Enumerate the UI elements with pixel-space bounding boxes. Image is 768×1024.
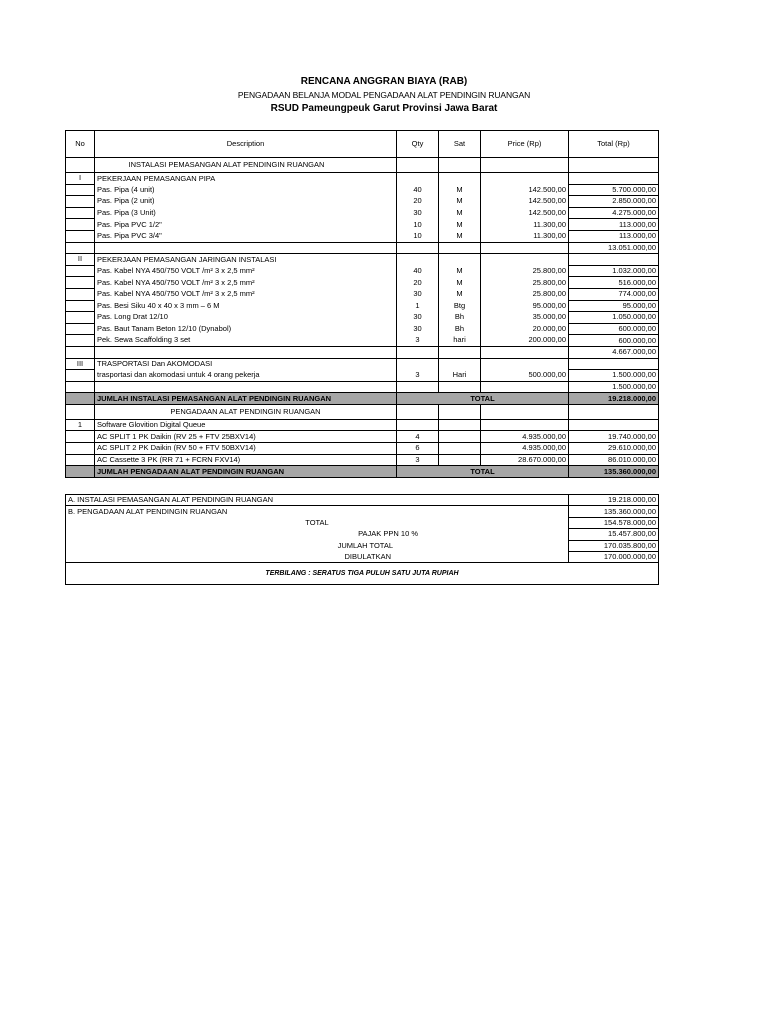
group-subtotal-row <box>66 381 659 393</box>
item-qty: 30 <box>397 207 439 219</box>
item-qty: 10 <box>397 230 439 242</box>
group-title: PEKERJAAN PEMASANGAN PIPA <box>95 173 397 185</box>
group-subtotal: 4.667.000,00 <box>569 346 659 358</box>
document-title: RENCANA ANGGRAN BIAYA (RAB) <box>300 76 468 87</box>
table-header-row <box>66 131 659 158</box>
group-header-row <box>66 358 659 370</box>
item-qty: 30 <box>397 312 439 324</box>
item-price: 4.935.000,00 <box>481 443 569 455</box>
summary-a-value: 19.218.000,00 <box>569 495 659 506</box>
pengadaan-number: 1 <box>66 419 95 431</box>
item-description: trasportasi dan akomodasi untuk 4 orang pekerja <box>95 370 397 382</box>
group-subtotal: 13.051.000,00 <box>569 242 659 254</box>
group-header-row <box>66 254 659 266</box>
jumlah-instalasi-total-label: TOTAL <box>397 393 569 405</box>
section-title-instalasi: INSTALASI PEMASANGAN ALAT PENDINGIN RUANGAN <box>95 158 397 173</box>
item-qty: 40 <box>397 184 439 196</box>
item-total: 113.000,00 <box>569 219 659 231</box>
summary-ppn-value: 15.457.800,00 <box>569 529 659 540</box>
item-total: 4.275.000,00 <box>569 207 659 219</box>
item-unit <box>439 431 481 443</box>
item-unit: Bh <box>439 312 481 324</box>
jumlah-pengadaan-total-label: TOTAL <box>397 466 569 478</box>
summary-table <box>65 494 659 585</box>
item-price: 25.800,00 <box>481 288 569 300</box>
header-no: No <box>66 131 95 158</box>
item-unit: Btg <box>439 300 481 312</box>
item-unit: M <box>439 184 481 196</box>
summary-b-label: B. PENGADAAN ALAT PENDINGIN RUANGAN <box>66 506 569 517</box>
item-unit <box>439 443 481 455</box>
item-unit: M <box>439 219 481 231</box>
table-row <box>66 335 659 347</box>
group-title: TRASPORTASI Dan AKOMODASI <box>95 358 397 370</box>
summary-total-value: 154.578.000,00 <box>569 517 659 528</box>
group-title: PEKERJAAN PEMASANGAN JARINGAN INSTALASI <box>95 254 397 266</box>
item-unit: M <box>439 265 481 277</box>
pengadaan-header-row <box>66 419 659 431</box>
table-row <box>66 207 659 219</box>
item-total: 113.000,00 <box>569 230 659 242</box>
item-total: 5.700.000,00 <box>569 184 659 196</box>
item-unit: M <box>439 196 481 208</box>
summary-jumlah-value: 170.035.800,00 <box>569 540 659 551</box>
jumlah-instalasi-label: JUMLAH INSTALASI PEMASANGAN ALAT PENDINGIN RUANGAN <box>95 393 397 405</box>
summary-row-a <box>66 495 659 506</box>
terbilang-text: TERBILANG : SERATUS TIGA PULUH SATU JUTA RUPIAH <box>66 563 659 585</box>
jumlah-pengadaan-row <box>66 466 659 478</box>
item-price: 25.800,00 <box>481 277 569 289</box>
item-qty: 4 <box>397 431 439 443</box>
jumlah-instalasi-value: 19.218.000,00 <box>569 393 659 405</box>
item-qty: 30 <box>397 288 439 300</box>
item-unit: M <box>439 207 481 219</box>
item-qty: 20 <box>397 196 439 208</box>
table-row <box>66 288 659 300</box>
item-qty: 3 <box>397 454 439 466</box>
summary-b-value: 135.360.000,00 <box>569 506 659 517</box>
table-row <box>66 277 659 289</box>
header-qty: Qty <box>397 131 439 158</box>
item-description: Pek. Sewa Scaffolding 3 set <box>95 335 397 347</box>
item-description: Pas. Pipa (3 Unit) <box>95 207 397 219</box>
header-sat: Sat <box>439 131 481 158</box>
header-total: Total (Rp) <box>569 131 659 158</box>
item-unit: M <box>439 277 481 289</box>
item-description: Pas. Pipa (2 unit) <box>95 196 397 208</box>
table-row <box>66 431 659 443</box>
item-qty: 40 <box>397 265 439 277</box>
item-total: 774.000,00 <box>569 288 659 300</box>
table-row <box>66 196 659 208</box>
summary-jumlah-label: JUMLAH TOTAL <box>66 540 569 551</box>
item-description: Pas. Baut Tanam Beton 12/10 (Dynabol) <box>95 323 397 335</box>
item-total: 1.050.000,00 <box>569 312 659 324</box>
hospital-name: RSUD Pameungpeuk Garut Provinsi Jawa Barat <box>270 103 498 114</box>
document-subtitle: PENGADAAN BELANJA MODAL PENGADAAN ALAT PENDINGIN RUANGAN <box>237 90 531 100</box>
item-qty: 30 <box>397 323 439 335</box>
section-row-instalasi <box>66 158 659 173</box>
table-row <box>66 184 659 196</box>
section-row-pengadaan <box>66 404 659 419</box>
table-row <box>66 454 659 466</box>
item-description: AC SPLIT 1 PK Daikin (RV 25 + FTV 25BXV14) <box>95 431 397 443</box>
summary-ppn-label: PAJAK PPN 10 % <box>66 529 569 540</box>
summary-dibulatkan-label: DIBULATKAN <box>66 551 569 562</box>
item-price: 500.000,00 <box>481 370 569 382</box>
item-description: Pas. Besi Siku 40 x 40 x 3 mm – 6 M <box>95 300 397 312</box>
item-description: Pas. Long Drat 12/10 <box>95 312 397 324</box>
header-description: Description <box>95 131 397 158</box>
item-qty: 1 <box>397 300 439 312</box>
item-total: 2.850.000,00 <box>569 196 659 208</box>
item-price: 142.500,00 <box>481 184 569 196</box>
item-qty: 3 <box>397 370 439 382</box>
section-title-pengadaan: PENGADAAN ALAT PENDINGIN RUANGAN <box>95 404 397 419</box>
item-price: 142.500,00 <box>481 207 569 219</box>
item-total: 600.000,00 <box>569 323 659 335</box>
item-total: 19.740.000,00 <box>569 431 659 443</box>
table-row <box>66 265 659 277</box>
header-price: Price (Rp) <box>481 131 569 158</box>
item-price: 95.000,00 <box>481 300 569 312</box>
group-subtotal: 1.500.000,00 <box>569 381 659 393</box>
item-unit: M <box>439 230 481 242</box>
item-price: 11.300,00 <box>481 230 569 242</box>
item-unit: Bh <box>439 323 481 335</box>
summary-total-label: TOTAL <box>66 517 569 528</box>
group-number: II <box>66 254 95 266</box>
group-header-row <box>66 173 659 185</box>
table-row <box>66 312 659 324</box>
item-description: AC Cassette 3 PK (RR 71 + FCRN FXV14) <box>95 454 397 466</box>
table-row <box>66 230 659 242</box>
group-subtotal-row <box>66 242 659 254</box>
document-header <box>0 74 768 116</box>
summary-row-jumlah <box>66 540 659 551</box>
item-unit: hari <box>439 335 481 347</box>
table-row <box>66 370 659 382</box>
table-row <box>66 219 659 231</box>
group-subtotal-row <box>66 346 659 358</box>
summary-a-label: A. INSTALASI PEMASANGAN ALAT PENDINGIN RUANGAN <box>66 495 569 506</box>
table-row <box>66 323 659 335</box>
item-description: AC SPLIT 2 PK Daikin (RV 50 + FTV 50BXV14) <box>95 443 397 455</box>
item-price: 25.800,00 <box>481 265 569 277</box>
pengadaan-title: Software Glovition Digital Queue <box>95 419 397 431</box>
item-price: 4.935.000,00 <box>481 431 569 443</box>
item-total: 1.500.000,00 <box>569 370 659 382</box>
item-total: 86.010.000,00 <box>569 454 659 466</box>
item-unit: M <box>439 288 481 300</box>
table-row <box>66 300 659 312</box>
item-unit <box>439 454 481 466</box>
item-description: Pas. Kabel NYA 450/750 VOLT /m² 3 x 2,5 mm² <box>95 277 397 289</box>
summary-row-total <box>66 517 659 528</box>
item-description: Pas. Pipa PVC 1/2" <box>95 219 397 231</box>
item-qty: 20 <box>397 277 439 289</box>
item-description: Pas. Kabel NYA 450/750 VOLT /m² 3 x 2,5 mm² <box>95 288 397 300</box>
item-price: 20.000,00 <box>481 323 569 335</box>
table-row <box>66 443 659 455</box>
item-description: Pas. Kabel NYA 450/750 VOLT /m² 3 x 2,5 mm² <box>95 265 397 277</box>
summary-row-ppn <box>66 529 659 540</box>
item-total: 29.610.000,00 <box>569 443 659 455</box>
item-total: 600.000,00 <box>569 335 659 347</box>
item-qty: 6 <box>397 443 439 455</box>
item-price: 200.000,00 <box>481 335 569 347</box>
item-total: 95.000,00 <box>569 300 659 312</box>
item-price: 35.000,00 <box>481 312 569 324</box>
item-price: 28.670.000,00 <box>481 454 569 466</box>
summary-row-dibulatkan <box>66 551 659 562</box>
item-total: 516.000,00 <box>569 277 659 289</box>
summary-row-terbilang <box>66 563 659 585</box>
group-number: I <box>66 173 95 185</box>
item-price: 11.300,00 <box>481 219 569 231</box>
group-number: III <box>66 358 95 370</box>
item-description: Pas. Pipa PVC 3/4" <box>95 230 397 242</box>
jumlah-instalasi-row <box>66 393 659 405</box>
summary-row-b <box>66 506 659 517</box>
item-description: Pas. Pipa (4 unit) <box>95 184 397 196</box>
rab-table <box>65 130 659 478</box>
item-qty: 3 <box>397 335 439 347</box>
item-qty: 10 <box>397 219 439 231</box>
item-total: 1.032.000,00 <box>569 265 659 277</box>
jumlah-pengadaan-value: 135.360.000,00 <box>569 466 659 478</box>
jumlah-pengadaan-label: JUMLAH PENGADAAN ALAT PENDINGIN RUANGAN <box>95 466 397 478</box>
summary-dibulatkan-value: 170.000.000,00 <box>569 551 659 562</box>
item-price: 142.500,00 <box>481 196 569 208</box>
item-unit: Hari <box>439 370 481 382</box>
